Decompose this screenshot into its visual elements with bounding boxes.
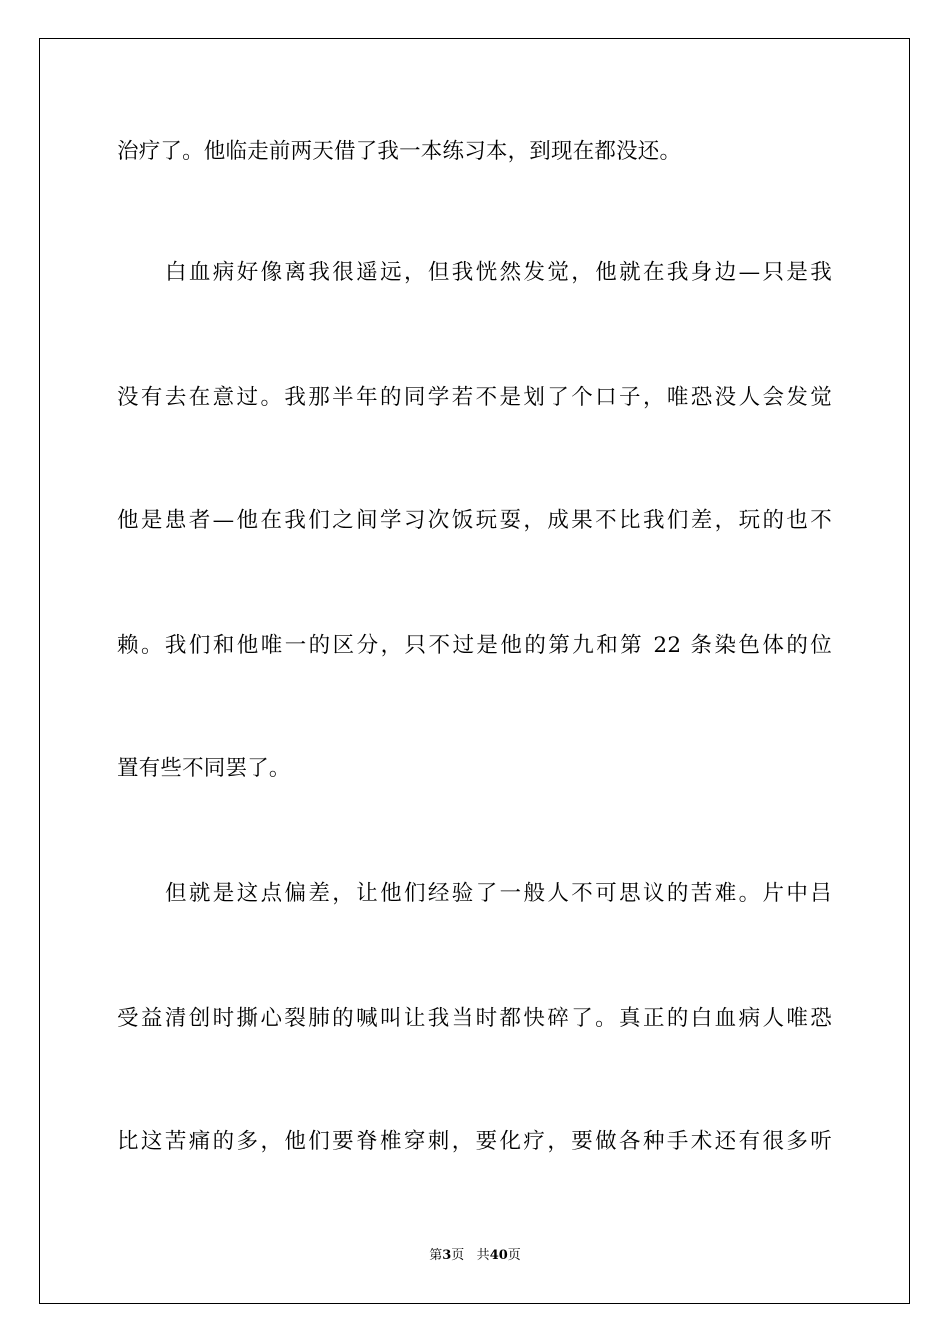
footer-page-suffix: 页 xyxy=(451,1248,465,1263)
text-line-6: 置有些不同罢了。 xyxy=(117,756,291,781)
page-border xyxy=(39,38,910,1304)
total-pages-number: 40 xyxy=(489,1248,508,1263)
text-line-5: 赖。我们和他唯一的区分，只不过是他的第九和第 22 条染色体的位 xyxy=(117,633,832,658)
text-line-2: 白血病好像离我很遥远，但我恍然发觉，他就在我身边—只是我 xyxy=(165,260,832,285)
text-line-8: 受益清创时撕心裂肺的喊叫让我当时都快碎了。真正的白血病人唯恐 xyxy=(117,1006,832,1031)
current-page-number: 3 xyxy=(442,1248,452,1263)
text-line-7: 但就是这点偏差，让他们经验了一般人不可思议的苦难。片中吕 xyxy=(165,881,832,906)
page-footer xyxy=(0,1247,950,1265)
text-line-3: 没有去在意过。我那半年的同学若不是划了个口子，唯恐没人会发觉 xyxy=(117,385,832,410)
text-line-1: 治疗了。他临走前两天借了我一本练习本，到现在都没还。 xyxy=(117,139,682,164)
text-line-9: 比这苦痛的多，他们要脊椎穿刺，要化疗，要做各种手术还有很多听 xyxy=(117,1129,832,1154)
text-line-4: 他是患者—他在我们之间学习次饭玩耍，成果不比我们差，玩的也不 xyxy=(117,508,832,533)
footer-total-suffix: 页 xyxy=(507,1248,521,1263)
footer-total-prefix: 共 xyxy=(476,1248,490,1263)
footer-prefix: 第 xyxy=(429,1248,443,1263)
